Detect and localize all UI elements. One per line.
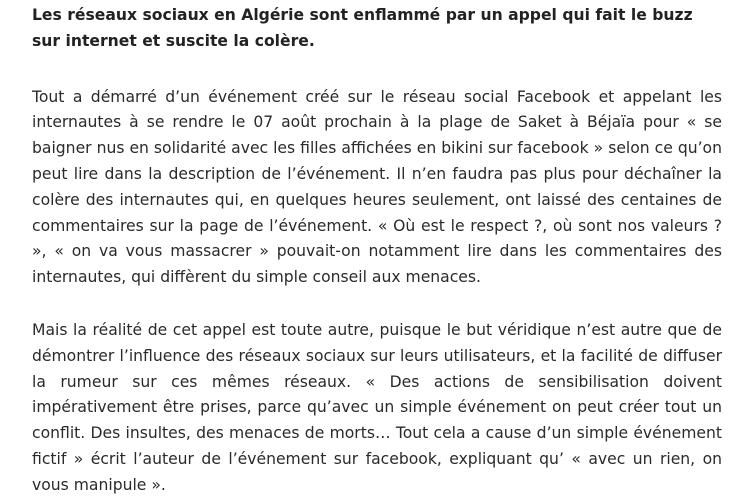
- article-body: [32, 3, 722, 499]
- article-lead: Les réseaux sociaux en Algérie sont enflammé par un appel qui fait le buzz sur internet et suscite la colère.: [32, 6, 693, 50]
- article-paragraph-2: Mais la réalité de cet appel est toute autre, puisque le but véridique n’est autre que de démontrer l’influence des réseaux sociaux sur leurs utilisateurs, et la facilité de diffuser la rumeur sur ces mêmes réseaux. « Des actions de sensibilisation doivent impérativement être prises, parce qu’avec un simple événement on peut créer tout un conflit. Des insultes, des menaces de morts… Tout cela a cause d’un simple événement fictif » écrit l’auteur de l’événement sur facebook, expliquant qu’ « avec un rien, on vous manipule ».: [32, 320, 722, 494]
- article-paragraph-1: Tout a démarré d’un événement créé sur le réseau social Facebook et appelant les internautes à se rendre le 07 août prochain à la plage de Saket à Béjaïa pour « se baigner nus en solidarité avec les filles affichées en bikini sur facebook » selon ce qu’on peut lire dans la description de l’événement. Il n’en faudra pas plus pour déchaîner la colère des internautes qui, en quelques heures seulement, ont laissé des centaines de commentaires sur la page de l’événement. « Où est le respect ?, où sont nos valeurs ? », « on va vous massacrer » pouvait-on notamment lire dans les commentaires des internautes, qui diffèrent du simple conseil aux menaces.: [32, 87, 722, 287]
